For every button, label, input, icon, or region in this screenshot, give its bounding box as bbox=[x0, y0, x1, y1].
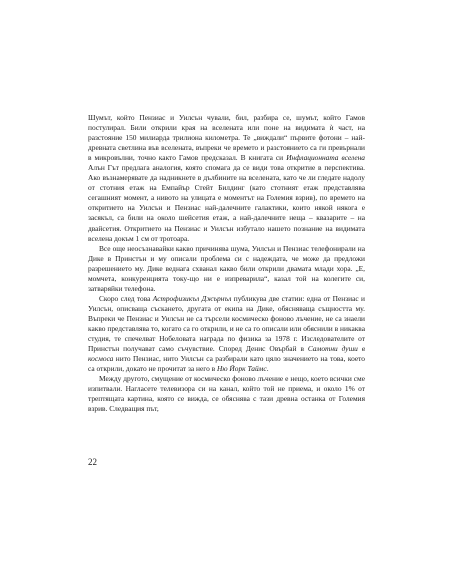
italic-title: Инфлационната вселена bbox=[286, 153, 365, 163]
text-run: Скоро след това bbox=[99, 293, 153, 303]
text-run: нито Пензиас, нито Уилсън са разбирали като цяло значението на това, което са открили, докато не прочитат за него в bbox=[88, 354, 365, 374]
page-number: 22 bbox=[88, 457, 97, 467]
paragraph bbox=[88, 244, 365, 294]
body-text bbox=[88, 113, 365, 414]
text-run: Между другото, смущение от космическо фоново лъчение е нещо, което всички сме изпитвали. Нагласете телевизора си на канал, който той не приема, и около 1% от трептящата картина, която се вижда, се обяснява с тази древна останка от Големия взрив. Следващия път, bbox=[88, 374, 365, 414]
paragraph bbox=[88, 294, 365, 374]
italic-title: Ню Йорк Таймс bbox=[217, 364, 267, 374]
italic-title: Самотни души в космоса bbox=[88, 344, 365, 364]
text-run: Алън Гът предлага аналогия, която спомага да се види това откритие в перспектива. Ако възнамерявате да надникнете в дълбините на вселената, като че ли гледате надолу от стотния етаж на Емпайър Стейт Билдинг (като стотният етаж представлява сегашният момент, а нивото на улицата е моментът на Големия взрив), по времето на откритието на Уилсън и Пензиас най-далечните галактики, които някой някога е засякъл, са били на около шейсетия етаж, а най-далечните неща – квазарите – на двайсетия. Откритието на Пензиас и Уилсън избутало нашето познание на видимата вселена докъм 1 см от тротоара. bbox=[88, 163, 365, 243]
text-run: Все още неосъзнавайки какво причинява шума, Уилсън и Пензиас телефонирали на Дике в Принстън и му описали проблема си с надеждата, че може да предложи разрешението му. Дике веднага схванал какво били открили двамата млади хора. „Е, момчета, конкуренцията току-що ни е изпреварила“, казал той на колегите си, затваряйки телефона. bbox=[88, 243, 365, 293]
paragraph bbox=[88, 113, 365, 244]
text-run: Шумът, който Пензиас и Уилсън чували, бил, разбира се, шумът, който Гамов постулирал. Били открили края на вселената или поне на видимата ѝ част, на разстояние 150 милиарда трилиона километра. Те „виждали“ първите фотони – най-древната светлина във вселената, въпреки че времето и разстоянието са ги превърнали в микровълни, точно както Гамов предсказал. В книгата си bbox=[88, 113, 365, 163]
text-run: публикува две статии: една от Пензиас и Уилсън, описваща съскането, другата от екипа на Дике, обясняваща същността му. Въпреки че Пензиас и Уилсън не са търсели космическо фоново лъчение, не са знаели какво представлява то, когато са го открили, и не са го описали или обяснили в никаква студия, те спечелват Нобеловата награда по физика за 1978 г. Изследователите от Принстън получават само съчувствие. Според Денис Овърбай в bbox=[88, 293, 366, 354]
paragraph bbox=[88, 374, 365, 414]
italic-title: Астрофизикъл Джърнъл bbox=[152, 293, 232, 303]
text-run: . bbox=[266, 364, 269, 374]
